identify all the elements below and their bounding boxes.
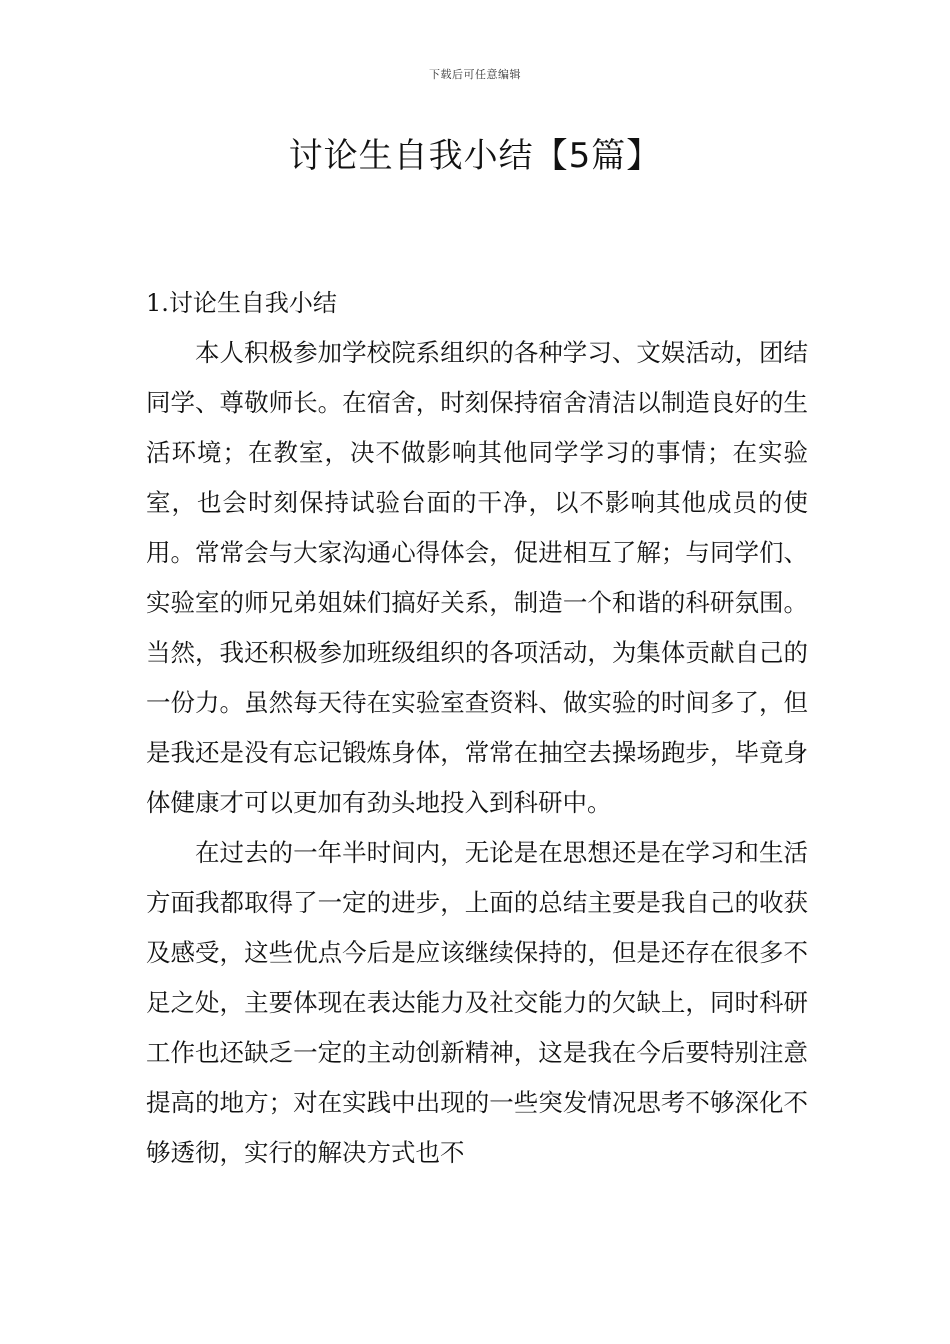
section-heading: 1.讨论生自我小结 <box>146 289 337 317</box>
paragraph-2: 在过去的一年半时间内，无论是在思想还是在学习和生活方面我都取得了一定的进步，上面的总结主要是我自己的收获及感受，这些优点今后是应该继续保持的，但是还存在很多不足之处，主要体现在表达能力及社交能力的欠缺上，同时科研工作也还缺乏一定的主动创新精神，这是我在今后要特别注意提高的地方；对在实践中出现的一些突发情况思考不够深化不够透彻，实行的解决方式也不 <box>146 838 808 1167</box>
document-title: 讨论生自我小结【5篇】 <box>288 136 662 176</box>
header-note: 下载后可任意编辑 <box>429 68 521 81</box>
document-body <box>146 278 808 1178</box>
paragraph-1: 本人积极参加学校院系组织的各种学习、文娱活动，团结同学、尊敬师长。在宿舍，时刻保持宿舍清洁以制造良好的生活环境；在教室，决不做影响其他同学学习的事情；在实验室，也会时刻保持试验台面的干净，以不影响其他成员的使用。常常会与大家沟通心得体会，促进相互了解；与同学们、实验室的师兄弟姐妹们搞好关系，制造一个和谐的科研氛围。当然，我还积极参加班级组织的各项活动，为集体贡献自己的一份力。虽然每天待在实验室查资料、做实验的时间多了，但是我还是没有忘记锻炼身体，常常在抽空去操场跑步，毕竟身体健康才可以更加有劲头地投入到科研中。 <box>146 338 808 817</box>
